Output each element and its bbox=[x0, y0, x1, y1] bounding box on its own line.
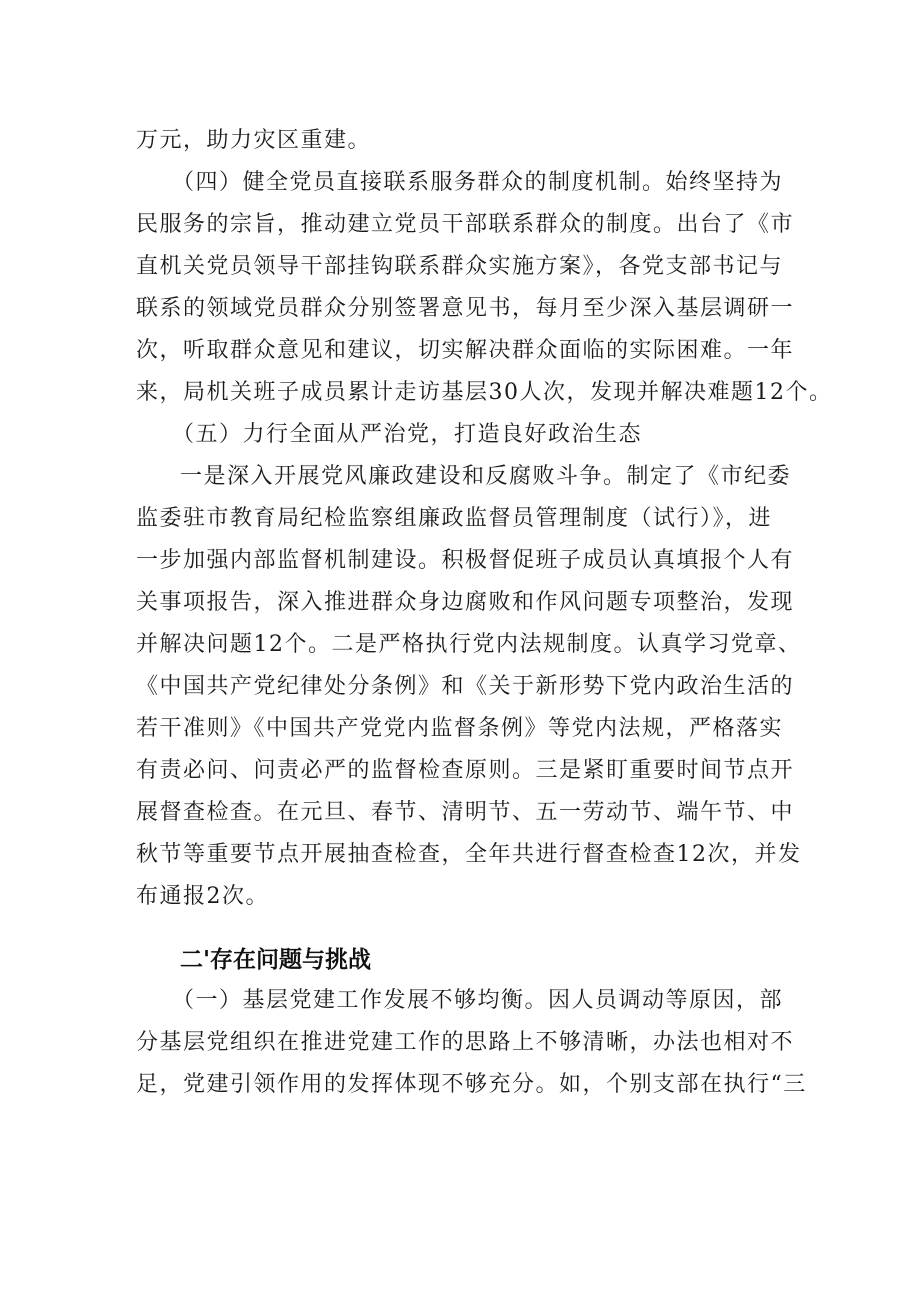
text-line: 秋节等重要节点开展抽查检查，全年共进行督查检查12次，并发 bbox=[136, 842, 802, 867]
body-text-upper bbox=[136, 120, 833, 918]
text-line: 有责必问、问责必严的监督检查原则。三是紧盯重要时间节点开 bbox=[136, 758, 795, 783]
text-line: 布通报2次。 bbox=[136, 884, 269, 909]
text-line: 万元，助力灾区重建。 bbox=[136, 128, 372, 153]
text-line: 一步加强内部监督机制建设。积极督促班子成员认真填报个人有 bbox=[136, 548, 795, 573]
text-line: 分基层党组织在推进党建工作的思路上不够清晰，办法也相对不 bbox=[136, 1030, 795, 1055]
section-four-heading-line: （四）健全党员直接联系服务群众的制度机制。始终坚持为 bbox=[172, 170, 784, 195]
text-line: 关事项报告，深入推进群众身边腐败和作风问题专项整治，发现 bbox=[136, 590, 795, 615]
text-line: 联系的领域党员群众分别签署意见书，每月至少深入基层调研一 bbox=[136, 296, 795, 321]
text-line: 次，听取群众意见和建议，切实解决群众面临的实际困难。一年 bbox=[136, 338, 795, 363]
text-line: 《中国共产党纪律处分条例》和《关于新形势下党内政治生活的 bbox=[136, 674, 795, 699]
text-line: 来，局机关班子成员累计走访基层30人次，发现并解决难题12个。 bbox=[136, 380, 833, 405]
text-line: 足，党建引领作用的发挥体现不够充分。如，个别支部在执行“三 bbox=[136, 1072, 807, 1097]
text-line: 直机关党员领导干部挂钩联系群众实施方案》，各党支部书记与 bbox=[136, 254, 784, 279]
section-five-heading-line: （五）力行全面从严治党，打造良好政治生态 bbox=[172, 422, 643, 447]
text-line: 民服务的宗旨，推动建立党员干部联系群众的制度。出台了《市 bbox=[136, 212, 795, 237]
text-line: 展督查检查。在元旦、春节、清明节、五一劳动节、端午节、中 bbox=[136, 800, 795, 825]
paragraph-start-line: 一是深入开展党风廉政建设和反腐败斗争。制定了《市纪委 bbox=[180, 464, 792, 489]
text-line: 并解决问题12个。二是严格执行党内法规制度。认真学习党章、 bbox=[136, 632, 802, 657]
text-line: 监委驻市教育局纪检监察组廉政监督员管理制度（试行）》，进 bbox=[136, 506, 773, 531]
text-line: 若干准则》《中国共产党党内监督条例》等党内法规，严格落实 bbox=[136, 716, 784, 741]
subsection-one-heading-line: （一）基层党建工作发展不够均衡。因人员调动等原因，部 bbox=[172, 988, 784, 1013]
section-two-heading: 二'存在问题与挑战 bbox=[180, 947, 372, 973]
body-text-lower bbox=[136, 980, 807, 1106]
